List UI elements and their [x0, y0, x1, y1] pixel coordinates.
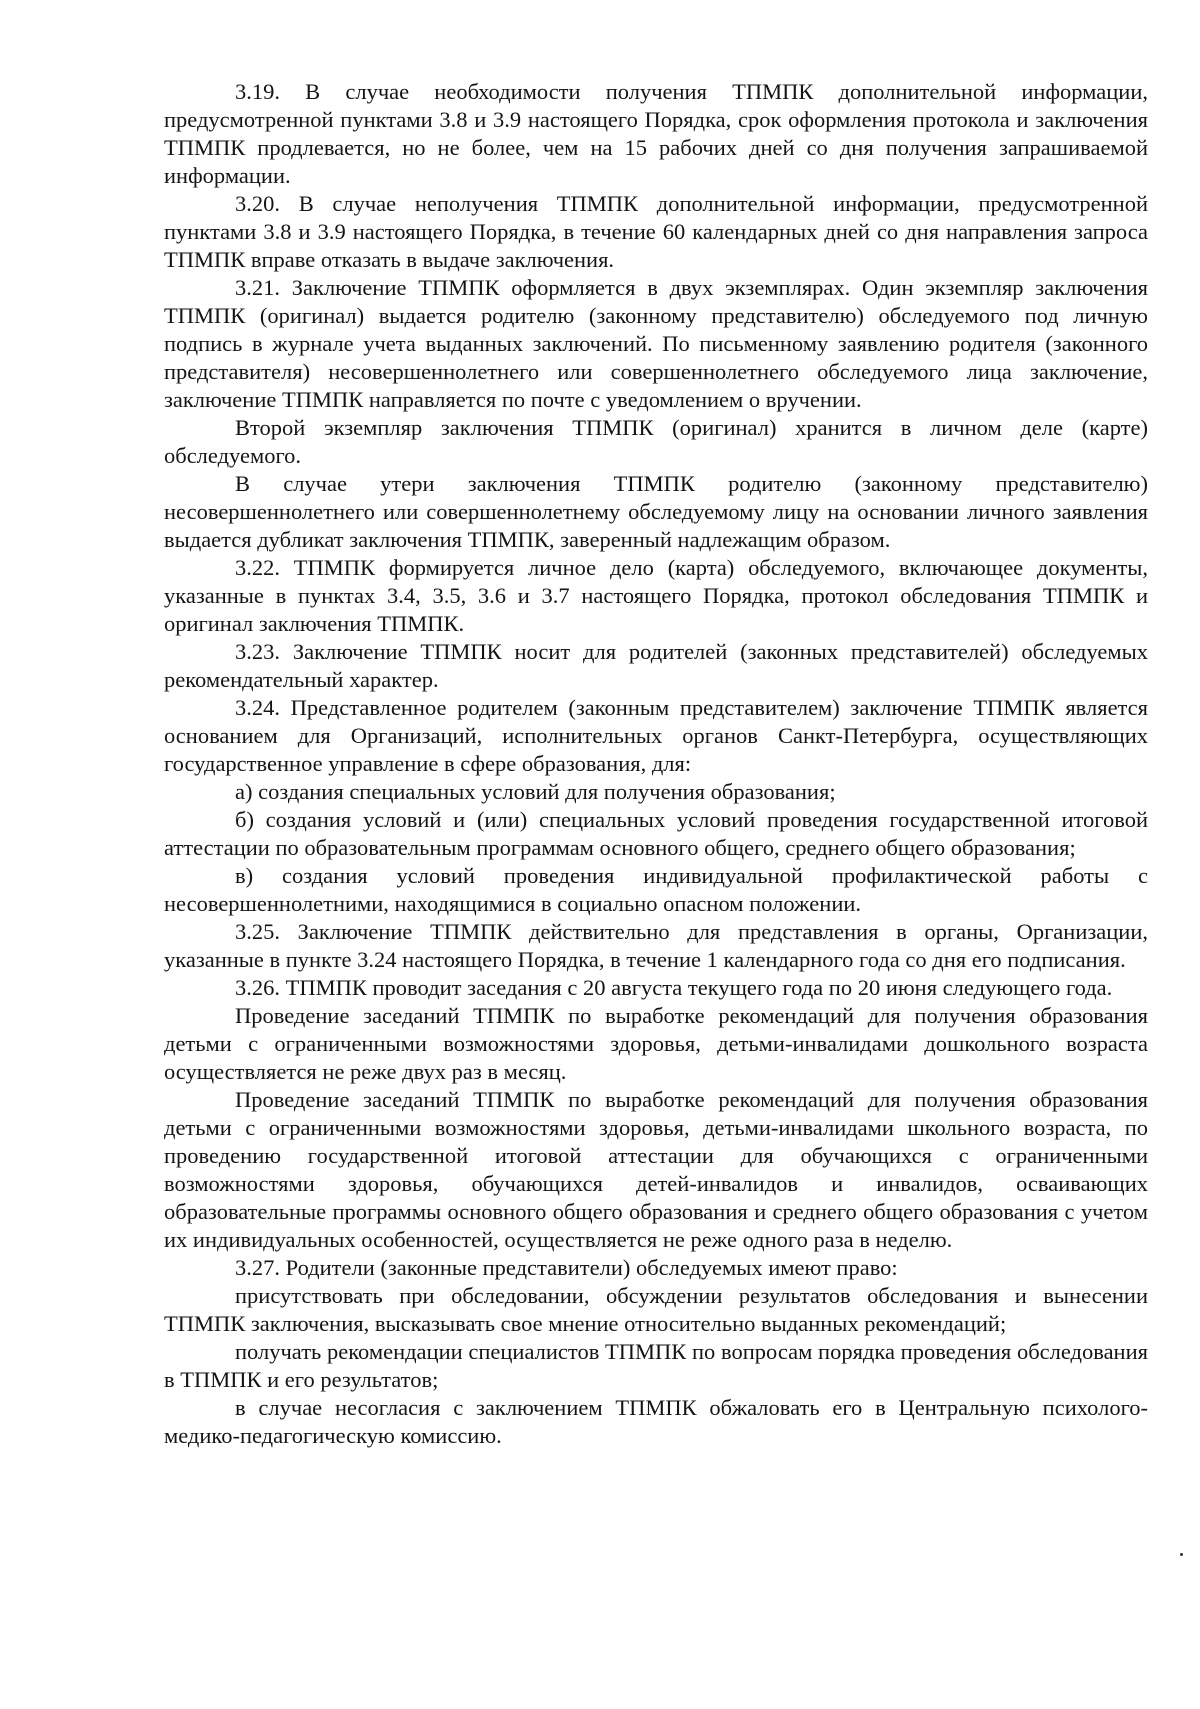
scan-mark: [1180, 1553, 1183, 1556]
right-item-recommendations: получать рекомендации специалистов ТПМПК по вопросам порядка проведения обследования в ТПМПК и его результатов;: [164, 1339, 1148, 1392]
right-item-appeal: в случае несогласия с заключением ТПМПК обжаловать его в Центральную психолого-медико-педагогическую комиссию.: [164, 1395, 1148, 1448]
document-body: [164, 78, 1148, 1450]
paragraph-3-22: 3.22. ТПМПК формируется личное дело (карта) обследуемого, включающее документы, указанные в пунктах 3.4, 3.5, 3.6 и 3.7 настоящего Порядка, протокол обследования ТПМПК и оригинал заключения ТПМПК.: [164, 555, 1148, 636]
paragraph-3-25: 3.25. Заключение ТПМПК действительно для представления в органы, Организации, указанные в пункте 3.24 настоящего Порядка, в течение 1 календарного года со дня его подписания.: [164, 919, 1148, 972]
list-item-v: в) создания условий проведения индивидуальной профилактической работы с несовершеннолетними, находящимися в социально опасном положении.: [164, 863, 1148, 916]
paragraph-3-21: 3.21. Заключение ТПМПК оформляется в двух экземплярах. Один экземпляр заключения ТПМПК (оригинал) выдается родителю (законному представителю) обследуемого под личную подпись в журнале учета выданных заключений. По письменному заявлению родителя (законного представителя) несовершеннолетнего или совершеннолетнего обследуемого лица заключение, заключение ТПМПК направляется по почте с уведомлением о вручении.: [164, 275, 1148, 412]
paragraph-3-23: 3.23. Заключение ТПМПК носит для родителей (законных представителей) обследуемых рекомендательный характер.: [164, 639, 1148, 692]
paragraph-3-26-school: Проведение заседаний ТПМПК по выработке рекомендаций для получения образования детьми с ограниченными возможностями здоровья, детьми-инвалидами школьного возраста, по проведению государственной итоговой аттестации для обучающихся с ограниченными возможностями здоровья, обучающихся детей-инвалидов и инвалидов, осваивающих образовательные программы основного общего образования и среднего общего образования с учетом их индивидуальных особенностей, осуществляется не реже одного раза в неделю.: [164, 1087, 1148, 1252]
paragraph-3-19: 3.19. В случае необходимости получения ТПМПК дополнительной информации, предусмотренной пунктами 3.8 и 3.9 настоящего Порядка, срок оформления протокола и заключения ТПМПК продлевается, но не более, чем на 15 рабочих дней со дня получения запрашиваемой информации.: [164, 79, 1148, 188]
paragraph-3-21-duplicate: В случае утери заключения ТПМПК родителю (законному представителю) несовершеннолетнего или совершеннолетнему обследуемому лицу на основании личного заявления выдается дубликат заключения ТПМПК, заверенный надлежащим образом.: [164, 471, 1148, 552]
paragraph-3-26: 3.26. ТПМПК проводит заседания с 20 августа текущего года по 20 июня следующего года.: [235, 975, 1113, 1000]
right-item-attend: присутствовать при обследовании, обсуждении результатов обследования и вынесении ТПМПК заключения, высказывать свое мнение относительно выданных рекомендаций;: [164, 1283, 1148, 1336]
paragraph-3-21-second-copy: Второй экземпляр заключения ТПМПК (оригинал) хранится в личном деле (карте) обследуемого.: [164, 415, 1148, 468]
paragraph-3-27: 3.27. Родители (законные представители) обследуемых имеют право:: [235, 1255, 898, 1280]
paragraph-3-26-preschool: Проведение заседаний ТПМПК по выработке рекомендаций для получения образования детьми с ограниченными возможностями здоровья, детьми-инвалидами дошкольного возраста осуществляется не реже двух раз в месяц.: [164, 1003, 1148, 1084]
list-item-b: б) создания условий и (или) специальных условий проведения государственной итоговой аттестации по образовательным программам основного общего, среднего общего образования;: [164, 807, 1148, 860]
paragraph-3-24: 3.24. Представленное родителем (законным представителем) заключение ТПМПК является основанием для Организаций, исполнительных органов Санкт-Петербурга, осуществляющих государственное управление в сфере образования, для:: [164, 695, 1148, 776]
paragraph-3-20: 3.20. В случае неполучения ТПМПК дополнительной информации, предусмотренной пунктами 3.8 и 3.9 настоящего Порядка, в течение 60 календарных дней со дня направления запроса ТПМПК вправе отказать в выдаче заключения.: [164, 191, 1148, 272]
list-item-a: а) создания специальных условий для получения образования;: [235, 779, 836, 804]
